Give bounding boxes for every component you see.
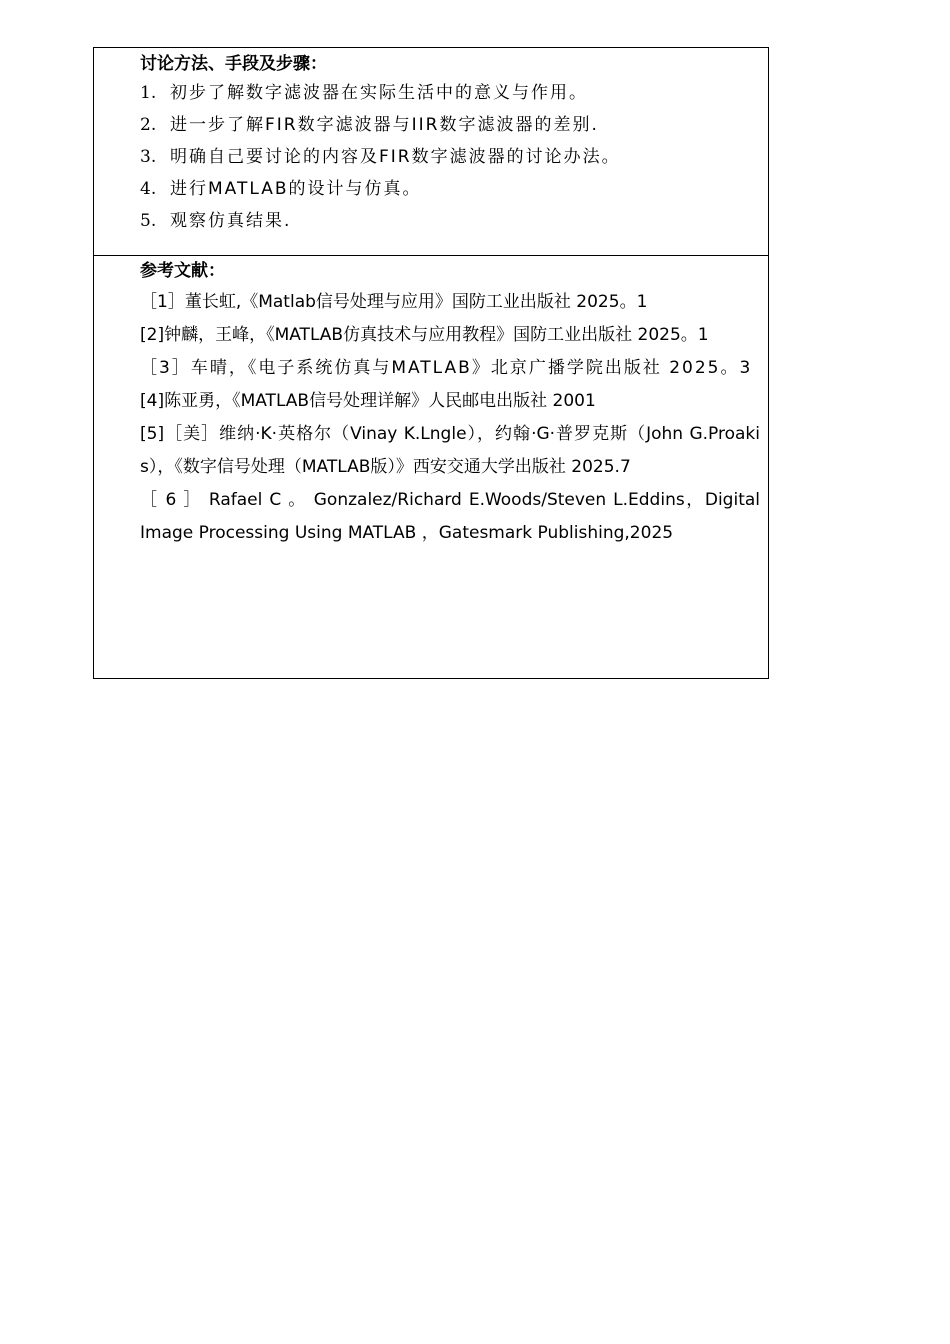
step-item xyxy=(140,77,760,109)
step-text: 观察仿真结果. xyxy=(170,211,292,231)
step-item xyxy=(140,141,760,173)
step-number: 3. xyxy=(140,147,157,167)
references-list xyxy=(140,286,760,550)
step-number: 1. xyxy=(140,83,157,103)
step-item xyxy=(140,173,760,205)
step-item xyxy=(140,205,760,237)
reference-item: ［1］董长虹,《Matlab信号处理与应用》国防工业出版社 2025。1 xyxy=(140,292,648,312)
reference-item: [2]钟麟，王峰，《MATLAB仿真技术与应用教程》国防工业出版社 2025。1 xyxy=(140,325,709,345)
reference-item: ［3］车晴，《电子系统仿真与MATLAB》北京广播学院出版社 2025。3 xyxy=(140,358,753,378)
step-text: 进行MATLAB的设计与仿真。 xyxy=(170,179,422,199)
reference-item: [4]陈亚勇，《MATLAB信号处理详解》人民邮电出版社 2001 xyxy=(140,391,596,411)
reference-item: ［ 6 ］ Rafael C 。 Gonzalez/Richard E.Woods/Steven L.Eddins，Digital Image Processing Using MATLAB ，Gatesmark Publishing,2025 xyxy=(140,490,760,543)
step-text: 进一步了解FIR数字滤波器与IIR数字滤波器的差别. xyxy=(170,115,599,135)
steps-list xyxy=(140,77,760,237)
step-number: 5. xyxy=(140,211,157,231)
methods-title: 讨论方法、手段及步骤： xyxy=(140,54,327,74)
references-title: 参考文献： xyxy=(140,261,225,281)
step-number: 4. xyxy=(140,179,157,199)
report-table xyxy=(93,47,769,679)
step-text: 明确自己要讨论的内容及FIR数字滤波器的讨论办法。 xyxy=(170,147,621,167)
step-number: 2. xyxy=(140,115,157,135)
references-cell xyxy=(94,256,768,678)
methods-cell xyxy=(94,48,768,256)
step-text: 初步了解数字滤波器在实际生活中的意义与作用。 xyxy=(170,83,588,103)
reference-item: [5]［美］维纳·K·英格尔（Vinay K.Lngle），约翰·G·普罗克斯（John G.Proakis），《数字信号处理（MATLAB版）》西安交通大学出版社 2025.7 xyxy=(140,424,760,477)
step-item xyxy=(140,109,760,141)
